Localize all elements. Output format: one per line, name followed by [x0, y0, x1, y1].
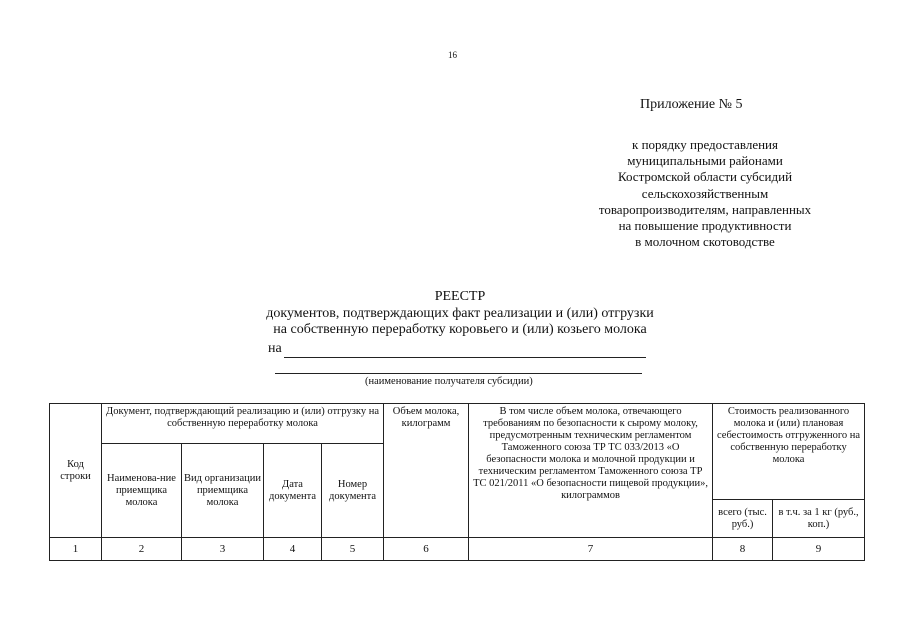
header-code: Код строки — [50, 404, 102, 538]
header-compliant-volume: В том числе объем молока, отвечающего требованиям по безопасности к сырому молоку, предусмотренным техническим регламентом Таможенного союза ТР ТС 033/2013 «О безопасности молока и молочной продукции и техническим регламентом Таможенного союза ТР ТС 021/2011 «О безопасности пищевой продукции», килограммов — [469, 404, 713, 538]
column-number-row — [50, 538, 865, 561]
subtitle-line: на собственную переработку коровьего и (или) козьего молока — [273, 322, 647, 337]
column-number: 3 — [182, 538, 264, 561]
recipient-prefix: на — [268, 341, 282, 356]
appendix-intro — [560, 137, 850, 250]
column-number: 4 — [264, 538, 322, 561]
recipient-fill-line-2 — [275, 373, 642, 374]
registry-subtitle — [200, 306, 720, 338]
appendix-title: Приложение № 5 — [640, 97, 743, 112]
header-org-type: Вид организации приемщика молока — [182, 444, 264, 538]
intro-line: товаропроизводителям, направленных — [598, 201, 812, 217]
header-cost-group: Стоимость реализованного молока и (или) плановая себестоимость отгруженного на собственную переработку молока — [713, 404, 865, 500]
column-number: 1 — [50, 538, 102, 561]
intro-line: сельскохозяйственным — [641, 185, 769, 201]
intro-line: Костромской области субсидий — [617, 169, 793, 185]
column-number: 9 — [773, 538, 865, 561]
intro-line: к порядку предоставления — [632, 137, 778, 152]
page-number: 16 — [448, 50, 457, 60]
intro-line: в молочном скотоводстве — [635, 234, 775, 250]
column-number: 6 — [384, 538, 469, 561]
recipient-fill-line — [284, 357, 646, 358]
column-number: 2 — [102, 538, 182, 561]
header-volume: Объем молока, килограмм — [384, 404, 469, 538]
column-number: 5 — [322, 538, 384, 561]
registry-title: РЕЕСТР — [434, 289, 486, 304]
header-receiver-name: Наименова-ние приемщика молока — [102, 444, 182, 538]
column-number: 7 — [469, 538, 713, 561]
recipient-caption: (наименование получателя субсидии) — [365, 376, 533, 387]
header-doc-number: Номер документа — [322, 444, 384, 538]
intro-line: на повышение продуктивности — [618, 218, 792, 234]
column-number: 8 — [713, 538, 773, 561]
header-doc-date: Дата документа — [264, 444, 322, 538]
header-cost-per-kg: в т.ч. за 1 кг (руб., коп.) — [773, 500, 865, 538]
subtitle-line: документов, подтверждающих факт реализации и (или) отгрузки — [266, 306, 654, 321]
header-document-group: Документ, подтверждающий реализацию и (или) отгрузку на собственную переработку молока — [102, 404, 384, 444]
registry-table — [49, 403, 865, 561]
intro-line: муниципальными районами — [627, 153, 783, 169]
header-cost-total: всего (тыс. руб.) — [713, 500, 773, 538]
